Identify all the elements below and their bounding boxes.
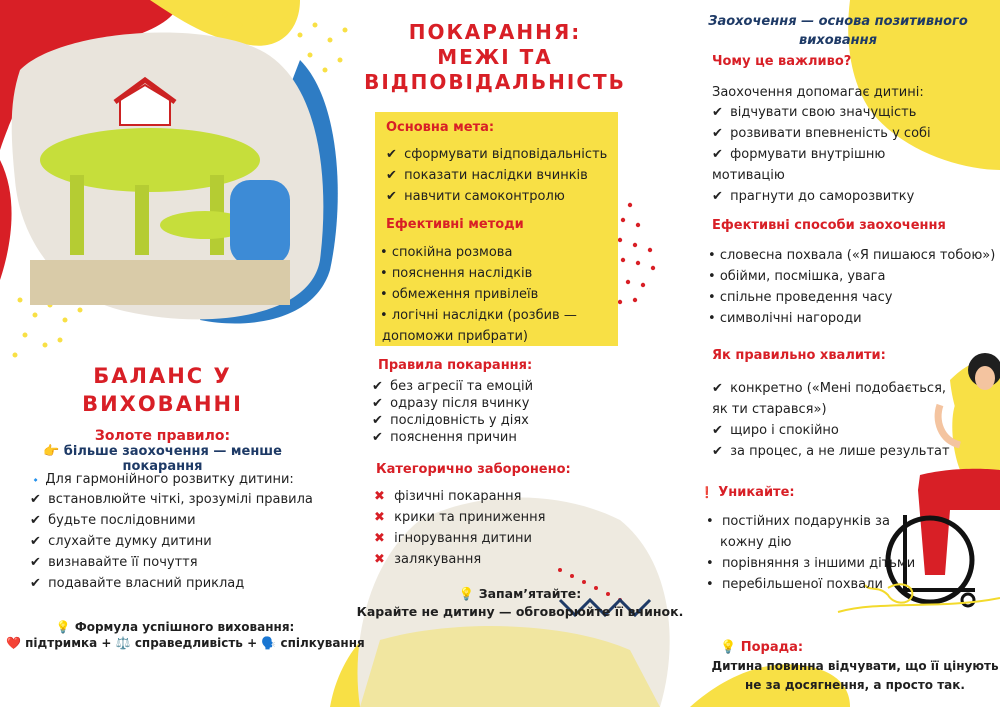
- list-item: ✖ залякування: [374, 549, 545, 570]
- avoid-list: [706, 511, 915, 595]
- tip-text: Дитина повинна відчувати, що її цінують не за досягнення, а просто так.: [711, 659, 999, 692]
- list-item: • спокійна розмова: [380, 245, 513, 260]
- check-icon: ✔: [30, 492, 41, 507]
- check-icon: ✔: [30, 513, 41, 528]
- check-icon: ✔: [386, 189, 397, 204]
- rules-list: [372, 378, 533, 446]
- bullet: •: [706, 577, 714, 592]
- list-item: ✔ послідовність у діях: [372, 413, 529, 428]
- check-icon: ✔: [372, 413, 383, 428]
- check-icon: ✔: [372, 396, 383, 411]
- forbidden-header: Категорично заборонено:: [376, 462, 571, 477]
- check-icon: ✔: [712, 444, 723, 459]
- ways-list: [708, 245, 995, 329]
- column3-subtitle: Заохочення — основа позитивного виховання: [708, 14, 968, 48]
- list-item: • спільне проведення часу: [708, 290, 893, 305]
- list-item: ✔ показати наслідки вчинків: [386, 165, 607, 186]
- check-icon: ✔: [372, 379, 383, 394]
- list-item: ✖ ігнорування дитини: [374, 528, 545, 549]
- why-intro: Заохочення допомагає дитині:: [712, 85, 924, 100]
- list-item: ✔ прагнути до саморозвитку: [712, 186, 931, 207]
- lightbulb-icon: 💡: [458, 586, 475, 601]
- list-item: ✔ відчувати свою значущість: [712, 102, 931, 123]
- list-item: ✔ формувати внутрішню: [712, 144, 931, 165]
- bullet: •: [380, 308, 388, 323]
- list-item: ✔ конкретно («Мені подобається,: [712, 378, 950, 399]
- list-item: ✔ навчити самоконтролю: [386, 186, 607, 207]
- diamond-icon: 🔹: [30, 476, 42, 486]
- list-item: • обмеження привілеїв: [380, 287, 539, 302]
- list-item: ✔ слухайте думку дитини: [30, 531, 313, 552]
- list-item: ✔ одразу після вчинку: [372, 396, 530, 411]
- bullet: •: [380, 266, 388, 281]
- forbidden-list: [374, 486, 545, 570]
- harmony-intro: 🔹 Для гармонійного розвитку дитини:: [30, 472, 294, 487]
- check-icon: ✔: [712, 189, 723, 204]
- goals-list: [386, 144, 607, 207]
- list-item: ✔ щиро і спокійно: [712, 420, 950, 441]
- formula-text: ❤️ підтримка + ⚖️ справедливість + 🗣️ спілкування: [6, 636, 365, 650]
- check-icon: ✔: [712, 381, 723, 396]
- list-item: ✔ подавайте власний приклад: [30, 573, 313, 594]
- bullet: •: [708, 269, 716, 284]
- cross-icon: ✖: [374, 510, 385, 525]
- bullet: •: [708, 248, 716, 263]
- check-icon: ✔: [372, 430, 383, 445]
- bullet: •: [380, 245, 388, 260]
- methods-header: Ефективні методи: [386, 217, 524, 232]
- list-item: ✔ пояснення причин: [372, 430, 517, 445]
- list-item: ✔ будьте послідовними: [30, 510, 313, 531]
- check-icon: ✔: [386, 168, 397, 183]
- list-item: • порівняння з іншими дітьми: [706, 556, 916, 571]
- harmony-list: [30, 489, 313, 594]
- check-icon: ✔: [712, 105, 723, 120]
- bullet: •: [708, 311, 716, 326]
- list-item-cont: мотивацію: [712, 168, 785, 183]
- praise-list: [712, 378, 950, 462]
- list-item: ✔ розвивати впевненість у собі: [712, 123, 931, 144]
- list-item: • постійних подарунків за: [706, 514, 890, 529]
- check-icon: ✔: [712, 147, 723, 162]
- cross-icon: ✖: [374, 489, 385, 504]
- scales-icon: ⚖️: [115, 636, 131, 650]
- check-icon: ✔: [30, 555, 41, 570]
- list-item: ✔ без агресії та емоцій: [372, 379, 534, 394]
- cross-icon: ✖: [374, 531, 385, 546]
- remember-text: Карайте не дитину — обговорюйте її вчинок.: [356, 604, 684, 619]
- list-item-cont: як ти старався»): [712, 402, 827, 417]
- list-item: • перебільшеної похвали: [706, 577, 883, 592]
- list-item: ✔ визнавайте її почуття: [30, 552, 313, 573]
- column1-title: БАЛАНС У ВИХОВАННІ: [82, 364, 243, 416]
- avoid-header: ❗ Уникайте:: [700, 485, 795, 500]
- golden-rule-label: Золоте правило:: [94, 428, 231, 444]
- list-item: • логічні наслідки (розбив —: [380, 308, 577, 323]
- bullet: •: [706, 514, 714, 529]
- golden-rule-text: 👉 більше заохочення — менше покарання: [43, 444, 282, 474]
- bullet: •: [706, 556, 714, 571]
- list-item: ✖ крики та приниження: [374, 507, 545, 528]
- lightbulb-icon: 💡: [720, 640, 737, 655]
- check-icon: ✔: [30, 576, 41, 591]
- goal-header: Основна мета:: [386, 120, 495, 135]
- list-item: • пояснення наслідків: [380, 266, 533, 281]
- lightbulb-icon: 💡: [55, 620, 71, 634]
- methods-list: [380, 242, 577, 347]
- list-item-cont: кожну дію: [720, 535, 792, 550]
- list-item: ✔ за процес, а не лише результат: [712, 441, 950, 462]
- speaking-head-icon: 🗣️: [261, 636, 277, 650]
- list-item-cont: допоможи прибрати): [382, 329, 528, 344]
- check-icon: ✔: [386, 147, 397, 162]
- why-header: Чому це важливо?: [712, 54, 852, 69]
- heart-icon: ❤️: [6, 636, 21, 650]
- list-item: ✔ сформувати відповідальність: [386, 144, 607, 165]
- pointing-hand-icon: 👉: [43, 444, 60, 459]
- exclamation-icon: ❗: [700, 486, 714, 499]
- list-item: • словесна похвала («Я пишаюся тобою»): [708, 248, 996, 263]
- ways-header: Ефективні способи заохочення: [712, 218, 946, 233]
- list-item: ✖ фізичні покарання: [374, 486, 545, 507]
- bullet: •: [708, 290, 716, 305]
- formula-title: 💡 Формула успішного виховання:: [55, 620, 295, 634]
- remember-title: 💡 Запам’ятайте:: [458, 586, 582, 601]
- check-icon: ✔: [30, 534, 41, 549]
- list-item: • обійми, посмішка, увага: [708, 269, 886, 284]
- check-icon: ✔: [712, 423, 723, 438]
- check-icon: ✔: [712, 126, 723, 141]
- rules-header: Правила покарання:: [378, 358, 533, 373]
- cross-icon: ✖: [374, 552, 385, 567]
- why-list: [712, 102, 931, 207]
- praise-header: Як правильно хвалити:: [712, 348, 886, 363]
- tip-title: 💡 Порада:: [720, 640, 804, 655]
- column2-title: ПОКАРАННЯ: МЕЖІ ТА ВІДПОВІДАЛЬНІСТЬ: [364, 20, 626, 94]
- list-item: ✔ встановлюйте чіткі, зрозумілі правила: [30, 489, 313, 510]
- list-item: • символічні нагороди: [708, 311, 862, 326]
- bullet: •: [380, 287, 388, 302]
